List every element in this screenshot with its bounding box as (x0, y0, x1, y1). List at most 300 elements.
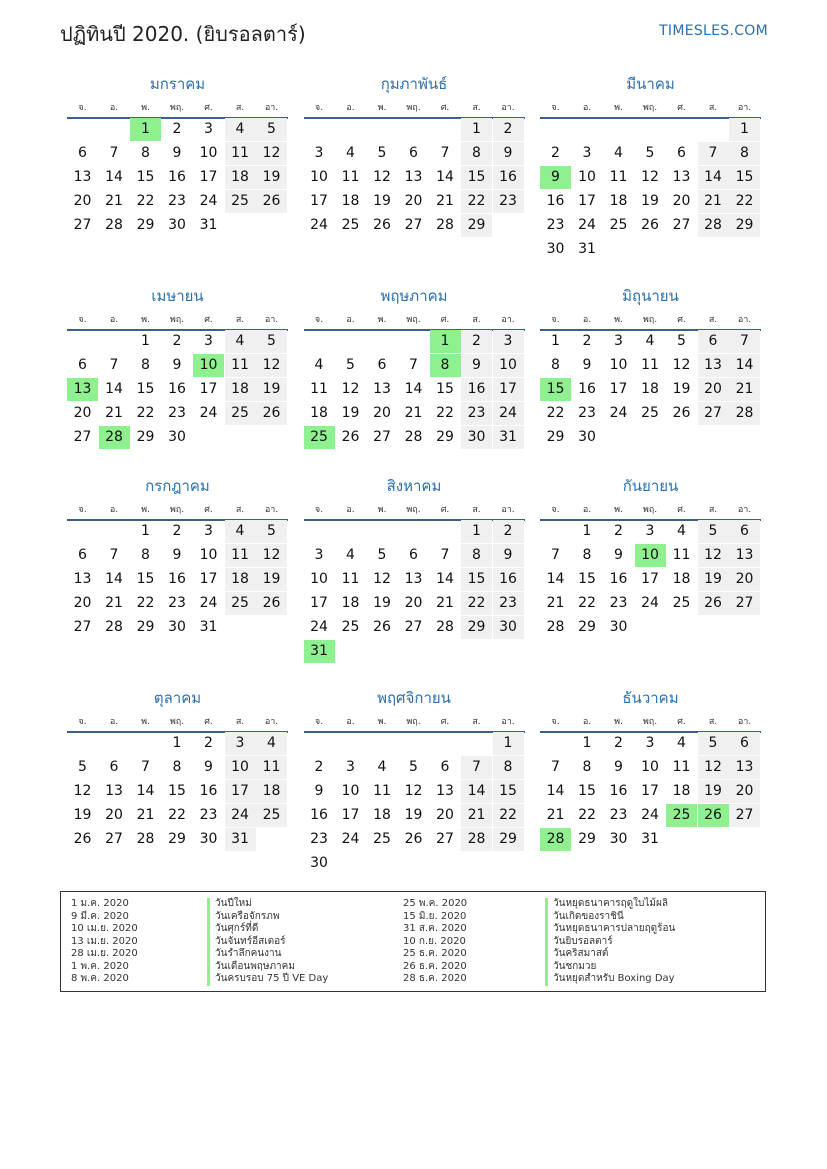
day-cell[interactable]: 26 (373, 619, 391, 635)
day-cell[interactable]: 28 (546, 619, 565, 635)
holiday-day-cell[interactable]: 10 (193, 354, 224, 377)
day-cell[interactable]: 24 (493, 402, 524, 425)
day-cell[interactable]: 24 (341, 831, 360, 847)
day-cell[interactable]: 12 (373, 571, 391, 587)
day-cell[interactable]: 6 (409, 547, 418, 563)
day-cell[interactable]: 25 (225, 402, 256, 425)
day-cell[interactable]: 16 (461, 378, 492, 401)
day-cell[interactable]: 26 (404, 831, 423, 847)
day-cell[interactable]: 8 (551, 357, 560, 373)
day-cell[interactable]: 7 (141, 759, 150, 775)
day-cell[interactable]: 26 (256, 402, 287, 425)
day-cell[interactable]: 24 (225, 804, 256, 827)
day-cell[interactable]: 9 (172, 547, 182, 563)
day-cell[interactable]: 4 (346, 145, 355, 161)
day-cell[interactable]: 5 (645, 145, 655, 161)
day-cell[interactable]: 28 (136, 831, 155, 847)
day-cell[interactable]: 2 (172, 121, 182, 137)
day-cell[interactable]: 20 (436, 807, 454, 823)
day-cell[interactable]: 29 (168, 831, 186, 847)
day-cell[interactable]: 20 (698, 378, 729, 401)
day-cell[interactable]: 26 (256, 592, 287, 615)
day-cell[interactable]: 7 (551, 759, 560, 775)
day-cell[interactable]: 24 (199, 405, 218, 421)
day-cell[interactable]: 9 (493, 142, 524, 165)
day-cell[interactable]: 11 (609, 169, 628, 185)
day-cell[interactable]: 19 (672, 381, 691, 397)
day-cell[interactable]: 1 (493, 732, 524, 755)
day-cell[interactable]: 4 (256, 732, 287, 755)
brand-logo[interactable]: TIMESLES.COM (659, 23, 768, 39)
day-cell[interactable]: 3 (314, 547, 324, 563)
day-cell[interactable]: 28 (404, 429, 423, 445)
day-cell[interactable]: 23 (168, 405, 186, 421)
holiday-day-cell[interactable]: 28 (540, 828, 571, 851)
day-cell[interactable]: 7 (440, 145, 450, 161)
holiday-day-cell[interactable]: 31 (304, 640, 335, 663)
day-cell[interactable]: 5 (377, 547, 387, 563)
day-cell[interactable]: 5 (256, 520, 287, 543)
holiday-day-cell[interactable]: 13 (67, 378, 98, 401)
day-cell[interactable]: 11 (373, 783, 391, 799)
day-cell[interactable]: 18 (341, 193, 360, 209)
day-cell[interactable]: 19 (404, 807, 423, 823)
day-cell[interactable]: 6 (698, 330, 729, 353)
day-cell[interactable]: 3 (204, 121, 213, 137)
day-cell[interactable]: 19 (73, 807, 92, 823)
day-cell[interactable]: 15 (136, 571, 155, 587)
day-cell[interactable]: 27 (73, 429, 92, 445)
day-cell[interactable]: 30 (168, 429, 186, 445)
day-cell[interactable]: 13 (373, 381, 391, 397)
day-cell[interactable]: 1 (551, 333, 560, 349)
day-cell[interactable]: 21 (729, 378, 760, 401)
day-cell[interactable]: 11 (341, 169, 360, 185)
day-cell[interactable]: 2 (582, 333, 592, 349)
day-cell[interactable]: 5 (698, 520, 729, 543)
day-cell[interactable]: 23 (168, 193, 186, 209)
day-cell[interactable]: 20 (105, 807, 123, 823)
day-cell[interactable]: 17 (578, 193, 596, 209)
day-cell[interactable]: 3 (614, 333, 623, 349)
day-cell[interactable]: 3 (204, 333, 213, 349)
day-cell[interactable]: 31 (199, 619, 218, 635)
day-cell[interactable]: 14 (436, 571, 454, 587)
day-cell[interactable]: 22 (578, 595, 596, 611)
day-cell[interactable]: 12 (341, 381, 360, 397)
day-cell[interactable]: 18 (256, 780, 287, 803)
day-cell[interactable]: 25 (373, 831, 391, 847)
day-cell[interactable]: 15 (136, 381, 155, 397)
day-cell[interactable]: 29 (136, 619, 155, 635)
day-cell[interactable]: 22 (493, 804, 524, 827)
day-cell[interactable]: 22 (546, 405, 565, 421)
day-cell[interactable]: 21 (698, 190, 729, 213)
day-cell[interactable]: 21 (105, 405, 123, 421)
day-cell[interactable]: 26 (672, 405, 691, 421)
day-cell[interactable]: 3 (204, 523, 213, 539)
day-cell[interactable]: 16 (609, 783, 628, 799)
day-cell[interactable]: 25 (341, 217, 360, 233)
day-cell[interactable]: 5 (698, 732, 729, 755)
day-cell[interactable]: 3 (582, 145, 592, 161)
day-cell[interactable]: 25 (641, 405, 659, 421)
day-cell[interactable]: 30 (609, 831, 628, 847)
day-cell[interactable]: 13 (73, 169, 92, 185)
day-cell[interactable]: 27 (729, 804, 760, 827)
day-cell[interactable]: 19 (256, 568, 287, 591)
day-cell[interactable]: 22 (578, 807, 596, 823)
day-cell[interactable]: 31 (641, 831, 659, 847)
day-cell[interactable]: 7 (440, 547, 450, 563)
day-cell[interactable]: 18 (641, 381, 659, 397)
day-cell[interactable]: 10 (310, 169, 328, 185)
day-cell[interactable]: 28 (729, 402, 760, 425)
day-cell[interactable]: 27 (105, 831, 123, 847)
day-cell[interactable]: 24 (578, 217, 596, 233)
day-cell[interactable]: 2 (461, 330, 492, 353)
day-cell[interactable]: 24 (609, 405, 628, 421)
holiday-day-cell[interactable]: 15 (540, 378, 571, 401)
day-cell[interactable]: 20 (404, 595, 423, 611)
day-cell[interactable]: 22 (461, 190, 492, 213)
day-cell[interactable]: 23 (310, 831, 328, 847)
day-cell[interactable]: 16 (578, 381, 596, 397)
day-cell[interactable]: 9 (614, 759, 623, 775)
day-cell[interactable]: 17 (493, 378, 524, 401)
day-cell[interactable]: 20 (729, 568, 760, 591)
day-cell[interactable]: 20 (404, 193, 423, 209)
day-cell[interactable]: 17 (609, 381, 628, 397)
day-cell[interactable]: 23 (493, 190, 524, 213)
day-cell[interactable]: 30 (461, 426, 492, 449)
day-cell[interactable]: 8 (461, 544, 492, 567)
day-cell[interactable]: 19 (373, 193, 391, 209)
day-cell[interactable]: 26 (73, 831, 92, 847)
day-cell[interactable]: 10 (225, 756, 256, 779)
day-cell[interactable]: 23 (609, 595, 628, 611)
day-cell[interactable]: 13 (404, 169, 423, 185)
day-cell[interactable]: 6 (109, 759, 119, 775)
day-cell[interactable]: 16 (609, 571, 628, 587)
day-cell[interactable]: 21 (546, 595, 565, 611)
day-cell[interactable]: 11 (672, 759, 691, 775)
day-cell[interactable]: 3 (645, 735, 655, 751)
day-cell[interactable]: 2 (172, 333, 182, 349)
day-cell[interactable]: 19 (698, 780, 729, 803)
day-cell[interactable]: 1 (461, 118, 492, 141)
day-cell[interactable]: 18 (609, 193, 628, 209)
day-cell[interactable]: 22 (461, 592, 492, 615)
day-cell[interactable]: 4 (314, 357, 324, 373)
day-cell[interactable]: 10 (199, 547, 218, 563)
day-cell[interactable]: 9 (204, 759, 213, 775)
day-cell[interactable]: 12 (404, 783, 423, 799)
day-cell[interactable]: 23 (493, 592, 524, 615)
day-cell[interactable]: 30 (310, 855, 328, 871)
day-cell[interactable]: 1 (141, 333, 150, 349)
day-cell[interactable]: 22 (168, 807, 186, 823)
day-cell[interactable]: 15 (729, 166, 760, 189)
day-cell[interactable]: 29 (136, 217, 155, 233)
day-cell[interactable]: 11 (672, 547, 691, 563)
day-cell[interactable]: 22 (136, 193, 155, 209)
holiday-day-cell[interactable]: 8 (430, 354, 461, 377)
day-cell[interactable]: 16 (493, 568, 524, 591)
day-cell[interactable]: 13 (698, 354, 729, 377)
day-cell[interactable]: 3 (314, 145, 324, 161)
day-cell[interactable]: 30 (546, 241, 565, 257)
day-cell[interactable]: 1 (582, 735, 592, 751)
day-cell[interactable]: 11 (256, 756, 287, 779)
day-cell[interactable]: 31 (225, 828, 256, 851)
day-cell[interactable]: 4 (225, 118, 256, 141)
day-cell[interactable]: 16 (493, 166, 524, 189)
day-cell[interactable]: 15 (461, 166, 492, 189)
day-cell[interactable]: 2 (204, 735, 213, 751)
day-cell[interactable]: 5 (346, 357, 355, 373)
day-cell[interactable]: 5 (409, 759, 418, 775)
day-cell[interactable]: 2 (551, 145, 560, 161)
day-cell[interactable]: 4 (677, 735, 686, 751)
day-cell[interactable]: 4 (645, 333, 655, 349)
day-cell[interactable]: 30 (493, 616, 524, 639)
day-cell[interactable]: 6 (729, 520, 760, 543)
day-cell[interactable]: 19 (373, 595, 391, 611)
day-cell[interactable]: 27 (729, 592, 760, 615)
day-cell[interactable]: 31 (578, 241, 596, 257)
day-cell[interactable]: 17 (341, 807, 360, 823)
day-cell[interactable]: 18 (373, 807, 391, 823)
day-cell[interactable]: 10 (493, 354, 524, 377)
day-cell[interactable]: 13 (729, 756, 760, 779)
day-cell[interactable]: 24 (641, 595, 659, 611)
day-cell[interactable]: 4 (225, 330, 256, 353)
day-cell[interactable]: 5 (256, 118, 287, 141)
day-cell[interactable]: 2 (493, 118, 524, 141)
day-cell[interactable]: 25 (672, 595, 691, 611)
day-cell[interactable]: 30 (168, 619, 186, 635)
day-cell[interactable]: 21 (436, 193, 454, 209)
day-cell[interactable]: 5 (677, 333, 686, 349)
day-cell[interactable]: 16 (546, 193, 565, 209)
day-cell[interactable]: 29 (461, 616, 492, 639)
day-cell[interactable]: 19 (641, 193, 659, 209)
day-cell[interactable]: 1 (141, 523, 150, 539)
holiday-day-cell[interactable]: 1 (430, 330, 461, 353)
day-cell[interactable]: 14 (729, 354, 760, 377)
day-cell[interactable]: 18 (225, 568, 256, 591)
day-cell[interactable]: 10 (609, 357, 628, 373)
day-cell[interactable]: 5 (377, 145, 387, 161)
day-cell[interactable]: 25 (256, 804, 287, 827)
day-cell[interactable]: 4 (677, 523, 686, 539)
day-cell[interactable]: 8 (461, 142, 492, 165)
day-cell[interactable]: 30 (578, 429, 596, 445)
day-cell[interactable]: 10 (310, 571, 328, 587)
day-cell[interactable]: 2 (493, 520, 524, 543)
day-cell[interactable]: 19 (341, 405, 360, 421)
day-cell[interactable]: 19 (698, 568, 729, 591)
day-cell[interactable]: 27 (698, 402, 729, 425)
day-cell[interactable]: 15 (461, 568, 492, 591)
day-cell[interactable]: 8 (493, 756, 524, 779)
day-cell[interactable]: 23 (609, 807, 628, 823)
day-cell[interactable]: 29 (136, 429, 155, 445)
day-cell[interactable]: 18 (672, 783, 691, 799)
day-cell[interactable]: 23 (199, 807, 218, 823)
day-cell[interactable]: 18 (310, 405, 328, 421)
holiday-day-cell[interactable]: 28 (99, 426, 130, 449)
day-cell[interactable]: 12 (373, 169, 391, 185)
day-cell[interactable]: 28 (105, 619, 123, 635)
day-cell[interactable]: 12 (73, 783, 92, 799)
day-cell[interactable]: 9 (493, 544, 524, 567)
day-cell[interactable]: 8 (582, 759, 592, 775)
day-cell[interactable]: 24 (199, 193, 218, 209)
day-cell[interactable]: 8 (172, 759, 182, 775)
day-cell[interactable]: 28 (461, 828, 492, 851)
day-cell[interactable]: 16 (199, 783, 218, 799)
day-cell[interactable]: 4 (377, 759, 387, 775)
day-cell[interactable]: 11 (341, 571, 360, 587)
day-cell[interactable]: 14 (461, 780, 492, 803)
day-cell[interactable]: 1 (582, 523, 592, 539)
day-cell[interactable]: 18 (341, 595, 360, 611)
day-cell[interactable]: 23 (578, 405, 596, 421)
holiday-day-cell[interactable]: 9 (540, 166, 571, 189)
day-cell[interactable]: 14 (404, 381, 423, 397)
day-cell[interactable]: 30 (168, 217, 186, 233)
day-cell[interactable]: 18 (225, 378, 256, 401)
day-cell[interactable]: 26 (341, 429, 360, 445)
day-cell[interactable]: 7 (409, 357, 418, 373)
day-cell[interactable]: 27 (404, 619, 423, 635)
day-cell[interactable]: 24 (310, 217, 328, 233)
day-cell[interactable]: 1 (729, 118, 760, 141)
day-cell[interactable]: 7 (461, 756, 492, 779)
day-cell[interactable]: 2 (172, 523, 182, 539)
holiday-day-cell[interactable]: 25 (304, 426, 335, 449)
day-cell[interactable]: 24 (310, 619, 328, 635)
day-cell[interactable]: 26 (698, 592, 729, 615)
day-cell[interactable]: 21 (136, 807, 155, 823)
holiday-day-cell[interactable]: 25 (666, 804, 697, 827)
day-cell[interactable]: 10 (578, 169, 596, 185)
day-cell[interactable]: 11 (225, 544, 256, 567)
day-cell[interactable]: 5 (78, 759, 87, 775)
day-cell[interactable]: 7 (109, 547, 119, 563)
day-cell[interactable]: 13 (436, 783, 454, 799)
day-cell[interactable]: 12 (672, 357, 691, 373)
day-cell[interactable]: 13 (404, 571, 423, 587)
holiday-day-cell[interactable]: 26 (698, 804, 729, 827)
day-cell[interactable]: 7 (551, 547, 560, 563)
day-cell[interactable]: 3 (493, 330, 524, 353)
day-cell[interactable]: 18 (225, 166, 256, 189)
day-cell[interactable]: 24 (199, 595, 218, 611)
day-cell[interactable]: 20 (373, 405, 391, 421)
day-cell[interactable]: 3 (645, 523, 655, 539)
day-cell[interactable]: 22 (729, 190, 760, 213)
day-cell[interactable]: 12 (698, 544, 729, 567)
day-cell[interactable]: 4 (225, 520, 256, 543)
day-cell[interactable]: 15 (168, 783, 186, 799)
day-cell[interactable]: 24 (641, 807, 659, 823)
day-cell[interactable]: 23 (168, 595, 186, 611)
day-cell[interactable]: 21 (105, 193, 123, 209)
day-cell[interactable]: 27 (404, 217, 423, 233)
day-cell[interactable]: 8 (141, 547, 150, 563)
day-cell[interactable]: 25 (225, 592, 256, 615)
day-cell[interactable]: 3 (225, 732, 256, 755)
day-cell[interactable]: 12 (256, 354, 287, 377)
day-cell[interactable]: 6 (409, 145, 418, 161)
day-cell[interactable]: 17 (199, 169, 218, 185)
day-cell[interactable]: 27 (73, 217, 92, 233)
day-cell[interactable]: 30 (609, 619, 628, 635)
day-cell[interactable]: 7 (109, 357, 119, 373)
day-cell[interactable]: 17 (641, 571, 659, 587)
day-cell[interactable]: 16 (310, 807, 328, 823)
day-cell[interactable]: 16 (168, 169, 186, 185)
day-cell[interactable]: 12 (698, 756, 729, 779)
day-cell[interactable]: 20 (729, 780, 760, 803)
day-cell[interactable]: 9 (614, 547, 623, 563)
day-cell[interactable]: 29 (461, 214, 492, 237)
day-cell[interactable]: 1 (172, 735, 182, 751)
holiday-day-cell[interactable]: 1 (130, 118, 161, 141)
day-cell[interactable]: 6 (78, 547, 87, 563)
day-cell[interactable]: 7 (109, 145, 119, 161)
day-cell[interactable]: 10 (341, 783, 360, 799)
day-cell[interactable]: 28 (105, 217, 123, 233)
day-cell[interactable]: 29 (493, 828, 524, 851)
day-cell[interactable]: 14 (698, 166, 729, 189)
day-cell[interactable]: 12 (641, 169, 659, 185)
day-cell[interactable]: 6 (78, 145, 87, 161)
day-cell[interactable]: 15 (436, 381, 454, 397)
day-cell[interactable]: 26 (641, 217, 659, 233)
day-cell[interactable]: 11 (225, 142, 256, 165)
day-cell[interactable]: 11 (225, 354, 256, 377)
day-cell[interactable]: 2 (314, 759, 324, 775)
day-cell[interactable]: 19 (256, 166, 287, 189)
day-cell[interactable]: 19 (256, 378, 287, 401)
day-cell[interactable]: 6 (377, 357, 387, 373)
day-cell[interactable]: 21 (546, 807, 565, 823)
day-cell[interactable]: 29 (578, 619, 596, 635)
day-cell[interactable]: 8 (582, 547, 592, 563)
day-cell[interactable]: 15 (578, 571, 596, 587)
day-cell[interactable]: 17 (310, 595, 328, 611)
day-cell[interactable]: 25 (225, 190, 256, 213)
day-cell[interactable]: 9 (582, 357, 592, 373)
day-cell[interactable]: 8 (141, 145, 150, 161)
day-cell[interactable]: 14 (546, 571, 565, 587)
day-cell[interactable]: 15 (493, 780, 524, 803)
day-cell[interactable]: 15 (578, 783, 596, 799)
day-cell[interactable]: 13 (73, 571, 92, 587)
day-cell[interactable]: 17 (225, 780, 256, 803)
day-cell[interactable]: 28 (436, 217, 454, 233)
day-cell[interactable]: 6 (677, 145, 686, 161)
day-cell[interactable]: 1 (461, 520, 492, 543)
day-cell[interactable]: 3 (346, 759, 355, 775)
day-cell[interactable]: 28 (698, 214, 729, 237)
day-cell[interactable]: 9 (172, 145, 182, 161)
day-cell[interactable]: 22 (136, 595, 155, 611)
